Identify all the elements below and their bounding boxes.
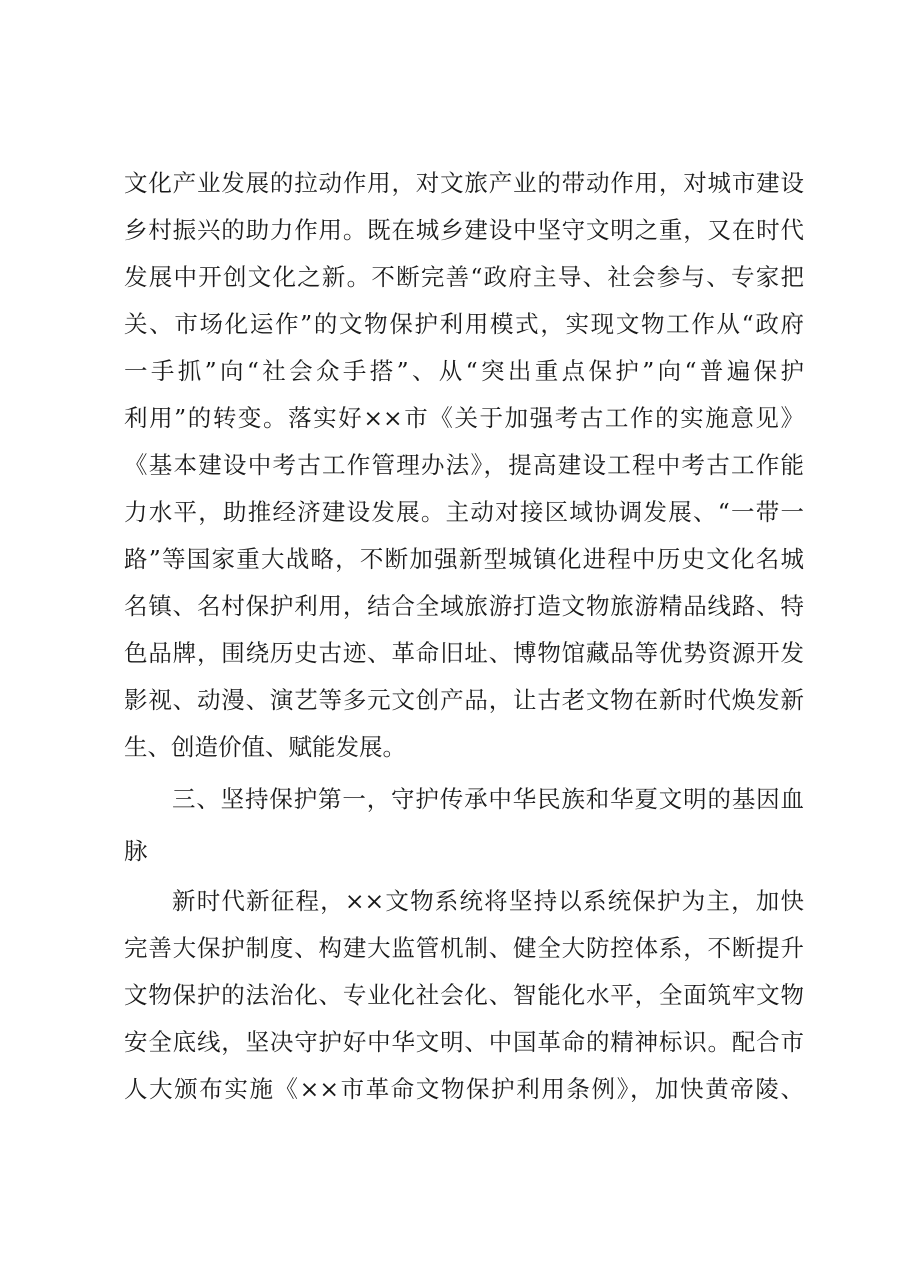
paragraph-line: 路”等国家重大战略，不断加强新型城镇化进程中历史文化名城 xyxy=(124,545,804,573)
paragraph-line: 力水平，助推经济建设发展。主动对接区域协调发展、“一带一 xyxy=(124,498,804,526)
paragraph-line: 人大颁布实施《××市革命文物保护利用条例》，加快黄帝陵、 xyxy=(124,1075,804,1103)
section-heading-line: 脉 xyxy=(124,837,148,865)
paragraph-line: 色品牌，围绕历史古迹、革命旧址、博物馆藏品等优势资源开发 xyxy=(124,639,804,667)
paragraph-line: 《基本建设中考古工作管理办法》，提高建设工程中考古工作能 xyxy=(124,451,804,479)
paragraph-line: 发展中开创文化之新。不断完善“政府主导、社会参与、专家把 xyxy=(124,263,804,291)
paragraph-line: 安全底线，坚决守护好中华文明、中国革命的精神标识。配合市 xyxy=(124,1028,804,1056)
paragraph-line: 生、创造价值、赋能发展。 xyxy=(124,733,406,761)
paragraph-line: 名镇、名村保护利用，结合全域旅游打造文物旅游精品线路、特 xyxy=(124,592,804,620)
paragraph-line: 文化产业发展的拉动作用，对文旅产业的带动作用，对城市建设 xyxy=(124,169,804,197)
paragraph-line: 影视、动漫、演艺等多元文创产品，让古老文物在新时代焕发新 xyxy=(124,686,804,714)
paragraph-line: 利用”的转变。落实好××市《关于加强考古工作的实施意见》 xyxy=(124,404,804,432)
paragraph-line: 乡村振兴的助力作用。既在城乡建设中坚守文明之重，又在时代 xyxy=(124,216,804,244)
paragraph-line: 新时代新征程，××文物系统将坚持以系统保护为主，加快 xyxy=(172,887,804,915)
section-heading-line: 三、坚持保护第一，守护传承中华民族和华夏文明的基因血 xyxy=(172,785,804,813)
paragraph-line: 完善大保护制度、构建大监管机制、健全大防控体系，不断提升 xyxy=(124,934,804,962)
paragraph-line: 一手抓”向“社会众手搭”、从“突出重点保护”向“普遍保护 xyxy=(124,357,804,385)
paragraph-line: 关、市场化运作”的文物保护利用模式，实现文物工作从“政府 xyxy=(124,310,804,338)
paragraph-line: 文物保护的法治化、专业化社会化、智能化水平，全面筑牢文物 xyxy=(124,981,804,1009)
